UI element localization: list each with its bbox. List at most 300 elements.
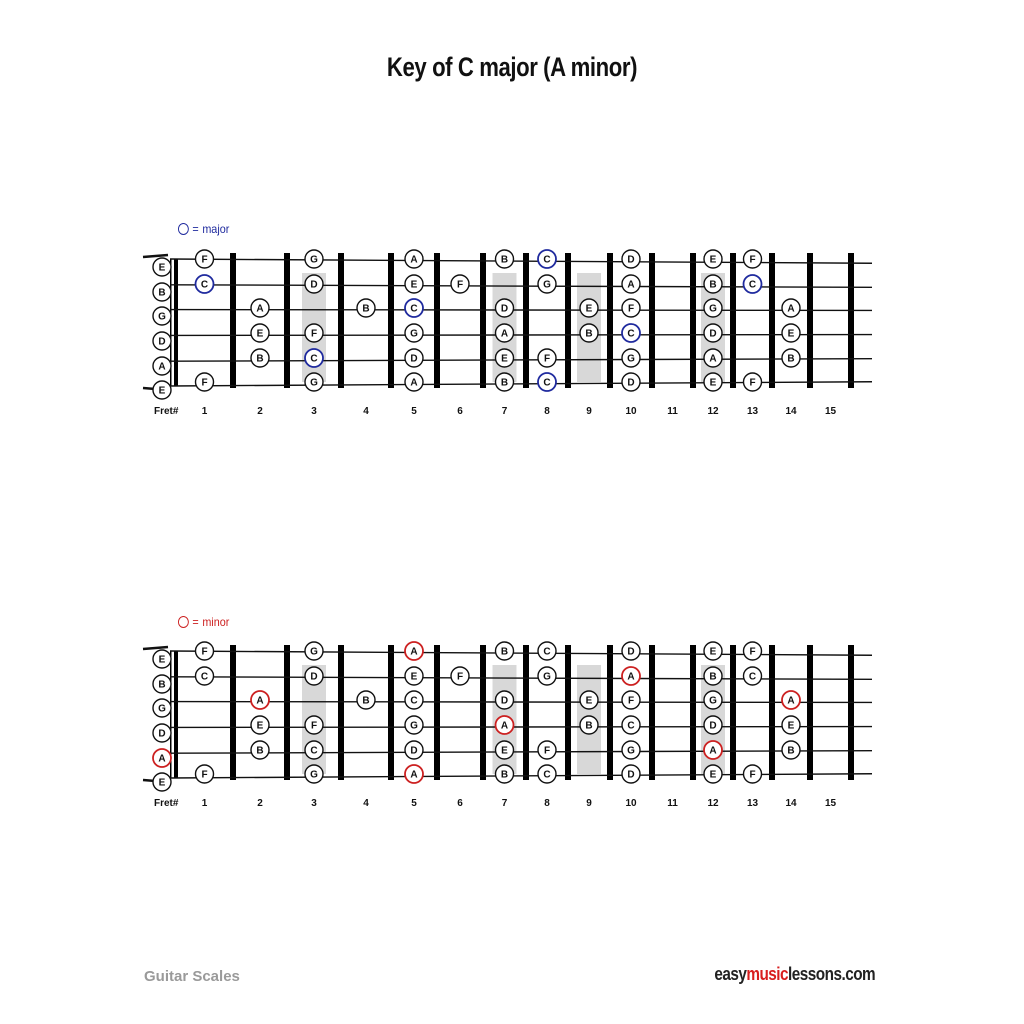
fret-bar-1 xyxy=(230,253,236,388)
note-s3-f12-label: G xyxy=(709,303,717,315)
note-s6-f3 xyxy=(305,373,323,391)
note-s2-f6 xyxy=(451,667,469,685)
fret-bar-13 xyxy=(769,253,775,388)
note-s5-f14 xyxy=(782,741,800,759)
open-string-1 xyxy=(153,258,171,276)
open-string-2-label: B xyxy=(158,679,166,691)
note-s3-f12-label: G xyxy=(709,695,717,707)
fret-number-1: 1 xyxy=(201,406,208,417)
open-string-2 xyxy=(153,283,171,301)
fret-bar-7 xyxy=(523,253,529,388)
fret-number-5: 5 xyxy=(411,406,417,417)
note-s6-f1-label: F xyxy=(201,377,208,389)
open-string-1-label: E xyxy=(158,262,166,274)
note-s3-f5-label: C xyxy=(410,695,418,707)
note-s3-f2 xyxy=(251,691,269,709)
note-s4-f9-label: B xyxy=(585,720,593,732)
open-string-5 xyxy=(153,749,171,767)
fret-bar-14 xyxy=(807,253,813,388)
open-string-1 xyxy=(153,650,171,668)
note-s2-f6-label: F xyxy=(456,279,464,291)
fret-bar-9 xyxy=(607,645,613,780)
note-s3-f7 xyxy=(496,299,514,317)
string-6 xyxy=(170,774,872,778)
note-s3-f14-label: A xyxy=(787,695,795,707)
fret-number-13: 13 xyxy=(746,406,759,417)
note-s6-f10 xyxy=(622,373,640,391)
open-string-1-label: E xyxy=(158,654,166,666)
note-s4-f5 xyxy=(405,324,423,342)
fret-number-14: 14 xyxy=(785,798,797,809)
fret-number-5: 5 xyxy=(411,798,417,809)
brand-logo[interactable] xyxy=(714,964,875,985)
note-s5-f10-label: G xyxy=(627,745,635,757)
note-s6-f1 xyxy=(196,765,214,783)
legend-minor xyxy=(178,615,229,629)
note-s6-f1 xyxy=(196,373,214,391)
note-s5-f7-label: E xyxy=(501,353,508,365)
fret-bar-11 xyxy=(690,645,696,780)
note-s5-f12 xyxy=(704,349,722,367)
fret-number-10: 10 xyxy=(625,406,637,417)
fret-bar-3 xyxy=(338,253,344,388)
note-s3-f10 xyxy=(622,299,640,317)
major-ring-icon xyxy=(178,223,189,235)
fret-number-2: 2 xyxy=(257,406,263,417)
fret-label: Fret# xyxy=(154,798,179,809)
note-s3-f9 xyxy=(580,691,598,709)
note-s6-f12 xyxy=(704,765,722,783)
note-s3-f9-label: E xyxy=(585,695,593,707)
headstock-edge-top xyxy=(143,647,168,649)
note-s1-f13-label: F xyxy=(749,646,756,658)
fret-bar-8 xyxy=(565,645,571,780)
note-s2-f8 xyxy=(538,667,556,685)
note-s1-f3 xyxy=(305,642,323,660)
note-s3-f4-label: B xyxy=(362,303,370,315)
note-s1-f10-label: D xyxy=(627,254,635,266)
note-s6-f8-label: C xyxy=(543,377,551,389)
note-s2-f10-label: A xyxy=(627,279,635,291)
note-s2-f6-label: F xyxy=(456,671,464,683)
note-s4-f9 xyxy=(580,324,598,342)
open-string-5 xyxy=(153,357,171,375)
open-string-4-label: D xyxy=(158,336,166,348)
fret-bar-13 xyxy=(769,645,775,780)
fret-bar-6 xyxy=(480,645,486,780)
note-s1-f5-label: A xyxy=(410,646,418,658)
note-s6-f8 xyxy=(538,373,556,391)
note-s2-f3 xyxy=(305,667,323,685)
note-s3-f4-label: B xyxy=(362,695,370,707)
fret-number-13: 13 xyxy=(746,798,759,809)
fret-number-3: 3 xyxy=(311,798,317,809)
note-s5-f2 xyxy=(251,349,269,367)
note-s4-f10-label: C xyxy=(627,328,635,340)
fret-number-1: 1 xyxy=(201,798,208,809)
brand-lessons: lessons.com xyxy=(787,964,875,984)
legend-major xyxy=(178,222,229,236)
note-s2-f10 xyxy=(622,667,640,685)
note-s1-f13 xyxy=(744,642,762,660)
note-s5-f2-label: B xyxy=(256,745,264,757)
fret-number-4: 4 xyxy=(363,798,369,809)
fret-bar-5 xyxy=(434,253,440,388)
fret-number-12: 12 xyxy=(707,406,719,417)
note-s4-f7 xyxy=(496,324,514,342)
note-s3-f14-label: A xyxy=(787,303,795,315)
fret-number-2: 2 xyxy=(257,798,263,809)
note-s2-f1-label: C xyxy=(200,279,209,291)
note-s6-f12-label: E xyxy=(709,377,717,389)
note-s1-f13-label: F xyxy=(749,254,756,266)
note-s2-f12-label: B xyxy=(709,279,717,291)
note-s6-f5-label: A xyxy=(410,769,418,781)
headstock-edge-top xyxy=(143,255,168,257)
note-s3-f4 xyxy=(357,299,375,317)
note-s3-f12 xyxy=(704,691,722,709)
fret-number-15: 15 xyxy=(824,406,837,417)
note-s4-f3 xyxy=(305,716,323,734)
note-s1-f12 xyxy=(704,250,722,268)
note-s1-f12-label: E xyxy=(709,646,717,658)
note-s1-f8 xyxy=(538,642,556,660)
legend-minor-label: minor xyxy=(202,615,230,629)
note-s2-f10 xyxy=(622,275,640,293)
note-s2-f3-label: D xyxy=(310,279,318,291)
note-s4-f2-label: E xyxy=(256,720,264,732)
note-s4-f14-label: E xyxy=(787,328,795,340)
fret-number-12: 12 xyxy=(707,798,719,809)
string-1 xyxy=(170,651,872,655)
note-s1-f3 xyxy=(305,250,323,268)
note-s2-f5 xyxy=(405,667,423,685)
note-s5-f10 xyxy=(622,741,640,759)
nut xyxy=(174,651,178,778)
note-s5-f14-label: B xyxy=(787,353,795,365)
note-s3-f14 xyxy=(782,691,800,709)
open-string-4-label: D xyxy=(158,728,166,740)
note-s6-f5 xyxy=(405,765,423,783)
note-s4-f7 xyxy=(496,716,514,734)
note-s4-f9 xyxy=(580,716,598,734)
fret-label: Fret# xyxy=(154,406,179,417)
note-s6-f13 xyxy=(744,373,762,391)
note-s4-f10 xyxy=(622,324,640,342)
note-s4-f10-label: C xyxy=(627,720,635,732)
note-s2-f5 xyxy=(405,275,423,293)
note-s1-f1-label: F xyxy=(201,254,208,266)
note-s4-f5-label: G xyxy=(410,720,418,732)
fret-bar-4 xyxy=(388,253,394,388)
note-s6-f3-label: G xyxy=(310,769,318,781)
note-s4-f14-label: E xyxy=(787,720,795,732)
note-s5-f12 xyxy=(704,741,722,759)
note-s4-f2 xyxy=(251,324,269,342)
string-4 xyxy=(170,727,872,728)
fret-bar-12 xyxy=(730,253,736,388)
open-string-5-label: A xyxy=(158,361,166,373)
open-string-6 xyxy=(153,773,171,791)
note-s4-f3 xyxy=(305,324,323,342)
note-s5-f3-label: C xyxy=(310,353,318,365)
fret-bar-2 xyxy=(284,253,290,388)
fret-number-11: 11 xyxy=(667,406,678,417)
note-s5-f7-label: E xyxy=(501,745,508,757)
note-s5-f5-label: D xyxy=(410,745,418,757)
note-s6-f10-label: D xyxy=(627,769,635,781)
note-s1-f8-label: C xyxy=(543,646,551,658)
note-s4-f12-label: D xyxy=(709,720,717,732)
note-s5-f14 xyxy=(782,349,800,367)
note-s5-f3 xyxy=(305,349,323,367)
note-s6-f7-label: B xyxy=(500,377,509,389)
note-s4-f14 xyxy=(782,324,800,342)
fret-number-8: 8 xyxy=(544,406,550,417)
fret-bar-3 xyxy=(338,645,344,780)
note-s1-f7-label: B xyxy=(500,254,509,266)
string-6 xyxy=(170,382,872,386)
note-s1-f1 xyxy=(196,642,214,660)
note-s1-f7-label: B xyxy=(500,646,509,658)
note-s2-f1-label: C xyxy=(200,671,209,683)
note-s1-f10-label: D xyxy=(627,646,635,658)
open-string-4 xyxy=(153,332,171,350)
note-s6-f3 xyxy=(305,765,323,783)
fret-number-3: 3 xyxy=(311,406,317,417)
note-s5-f2-label: B xyxy=(256,353,264,365)
note-s1-f5 xyxy=(405,642,423,660)
note-s6-f1-label: F xyxy=(201,769,208,781)
string-2 xyxy=(170,677,872,680)
note-s3-f2-label: A xyxy=(256,695,264,707)
note-s1-f7 xyxy=(496,642,514,660)
note-s5-f8-label: F xyxy=(543,745,551,757)
fret-bar-15 xyxy=(848,253,854,388)
fret-bar-4 xyxy=(388,645,394,780)
fret-bar-9 xyxy=(607,253,613,388)
page-title: Key of C major (A minor) xyxy=(386,52,638,82)
footer-guitar-scales: Guitar Scales xyxy=(144,968,240,985)
note-s1-f10 xyxy=(622,250,640,268)
note-s4-f7-label: A xyxy=(500,328,509,340)
note-s3-f4 xyxy=(357,691,375,709)
note-s6-f13-label: F xyxy=(749,377,756,389)
fretboard-major xyxy=(0,243,1024,423)
note-s2-f5-label: E xyxy=(410,279,418,291)
fret-bar-14 xyxy=(807,645,813,780)
fret-bar-15 xyxy=(848,645,854,780)
note-s3-f5-label: C xyxy=(410,303,418,315)
note-s1-f3-label: G xyxy=(310,254,318,266)
note-s6-f7 xyxy=(496,765,514,783)
open-string-3 xyxy=(153,307,171,325)
note-s1-f5 xyxy=(405,250,423,268)
fret-bar-11 xyxy=(690,253,696,388)
note-s6-f5-label: A xyxy=(410,377,418,389)
note-s4-f2 xyxy=(251,716,269,734)
note-s5-f12-label: A xyxy=(709,745,717,757)
note-s4-f5-label: G xyxy=(410,328,418,340)
note-s1-f7 xyxy=(496,250,514,268)
note-s6-f12 xyxy=(704,373,722,391)
fret-bar-2 xyxy=(284,645,290,780)
note-s6-f7-label: B xyxy=(500,769,509,781)
note-s1-f5-label: A xyxy=(410,254,418,266)
note-s3-f12 xyxy=(704,299,722,317)
note-s4-f3-label: F xyxy=(310,720,318,732)
open-string-3-label: G xyxy=(158,703,166,715)
string-2 xyxy=(170,285,872,288)
note-s6-f7 xyxy=(496,373,514,391)
note-s4-f5 xyxy=(405,716,423,734)
fret-number-14: 14 xyxy=(785,406,797,417)
fret-bar-10 xyxy=(649,645,655,780)
string-1 xyxy=(170,259,872,263)
brand-music: music xyxy=(746,964,788,984)
fret-bar-10 xyxy=(649,253,655,388)
fret-number-6: 6 xyxy=(457,798,463,809)
note-s5-f5 xyxy=(405,741,423,759)
note-s2-f13 xyxy=(744,667,762,685)
note-s5-f5 xyxy=(405,349,423,367)
note-s6-f12-label: E xyxy=(709,769,717,781)
note-s4-f14 xyxy=(782,716,800,734)
open-string-4 xyxy=(153,724,171,742)
note-s1-f13 xyxy=(744,250,762,268)
note-s2-f8-label: G xyxy=(543,279,551,291)
legend-major-label: major xyxy=(202,222,230,236)
note-s2-f8-label: G xyxy=(543,671,551,683)
note-s3-f7-label: D xyxy=(500,695,509,707)
string-5 xyxy=(170,751,872,754)
note-s5-f8 xyxy=(538,741,556,759)
note-s6-f10-label: D xyxy=(627,377,635,389)
fret-number-7: 7 xyxy=(501,798,508,809)
fret-bar-7 xyxy=(523,645,529,780)
string-3 xyxy=(170,702,872,703)
note-s5-f3 xyxy=(305,741,323,759)
note-s2-f13 xyxy=(744,275,762,293)
note-s4-f12 xyxy=(704,716,722,734)
fret-bar-1 xyxy=(230,645,236,780)
note-s2-f1 xyxy=(196,667,214,685)
fret-bar-5 xyxy=(434,645,440,780)
note-s3-f7-label: D xyxy=(500,303,509,315)
note-s1-f12 xyxy=(704,642,722,660)
note-s2-f3-label: D xyxy=(310,671,318,683)
note-s3-f10-label: F xyxy=(627,303,635,315)
note-s3-f10 xyxy=(622,691,640,709)
string-5 xyxy=(170,359,872,362)
note-s5-f10-label: G xyxy=(627,353,635,365)
note-s6-f8-label: C xyxy=(543,769,551,781)
note-s2-f5-label: E xyxy=(410,671,418,683)
note-s3-f10-label: F xyxy=(627,695,635,707)
note-s1-f10 xyxy=(622,642,640,660)
fret-number-4: 4 xyxy=(363,406,369,417)
note-s3-f5 xyxy=(405,691,423,709)
note-s5-f8-label: F xyxy=(543,353,551,365)
note-s1-f12-label: E xyxy=(709,254,717,266)
note-s4-f12-label: D xyxy=(709,328,717,340)
fretboard-minor xyxy=(0,635,1024,815)
open-string-6 xyxy=(153,381,171,399)
note-s6-f8 xyxy=(538,765,556,783)
note-s1-f3-label: G xyxy=(310,646,318,658)
note-s1-f1 xyxy=(196,250,214,268)
note-s5-f10 xyxy=(622,349,640,367)
note-s1-f1-label: F xyxy=(201,646,208,658)
fret-bar-8 xyxy=(565,253,571,388)
note-s3-f5 xyxy=(405,299,423,317)
fret-number-9: 9 xyxy=(586,798,592,809)
note-s4-f7-label: A xyxy=(500,720,509,732)
note-s4-f2-label: E xyxy=(256,328,264,340)
note-s5-f8 xyxy=(538,349,556,367)
fret-number-11: 11 xyxy=(667,798,678,809)
note-s5-f2 xyxy=(251,741,269,759)
note-s2-f13-label: C xyxy=(748,279,757,291)
note-s6-f5 xyxy=(405,373,423,391)
fret-number-8: 8 xyxy=(544,798,550,809)
fret-number-6: 6 xyxy=(457,406,463,417)
note-s3-f2-label: A xyxy=(256,303,264,315)
note-s2-f12-label: B xyxy=(709,671,717,683)
legend-minor-equals: = xyxy=(192,615,199,629)
note-s1-f8 xyxy=(538,250,556,268)
fret-number-9: 9 xyxy=(586,406,592,417)
note-s1-f8-label: C xyxy=(543,254,551,266)
note-s5-f7 xyxy=(496,349,514,367)
note-s2-f8 xyxy=(538,275,556,293)
open-string-6-label: E xyxy=(158,385,166,397)
note-s5-f3-label: C xyxy=(310,745,318,757)
note-s2-f12 xyxy=(704,667,722,685)
fret-number-7: 7 xyxy=(501,406,508,417)
open-string-2-label: B xyxy=(158,287,166,299)
fret-bar-6 xyxy=(480,253,486,388)
note-s3-f2 xyxy=(251,299,269,317)
note-s4-f12 xyxy=(704,324,722,342)
note-s5-f5-label: D xyxy=(410,353,418,365)
note-s2-f1 xyxy=(196,275,214,293)
fret-bar-12 xyxy=(730,645,736,780)
nut xyxy=(174,259,178,386)
note-s6-f13 xyxy=(744,765,762,783)
note-s5-f7 xyxy=(496,741,514,759)
fret-number-10: 10 xyxy=(625,798,637,809)
open-string-3-label: G xyxy=(158,311,166,323)
note-s4-f3-label: F xyxy=(310,328,318,340)
note-s4-f9-label: B xyxy=(585,328,593,340)
note-s2-f3 xyxy=(305,275,323,293)
open-string-6-label: E xyxy=(158,777,166,789)
open-string-5-label: A xyxy=(158,753,166,765)
note-s3-f9-label: E xyxy=(585,303,593,315)
note-s6-f3-label: G xyxy=(310,377,318,389)
note-s5-f14-label: B xyxy=(787,745,795,757)
note-s2-f13-label: C xyxy=(748,671,757,683)
note-s3-f9 xyxy=(580,299,598,317)
fret-number-15: 15 xyxy=(824,798,837,809)
legend-major-equals: = xyxy=(192,222,199,236)
note-s6-f13-label: F xyxy=(749,769,756,781)
note-s4-f10 xyxy=(622,716,640,734)
string-4 xyxy=(170,335,872,336)
brand-easy: easy xyxy=(714,964,747,984)
note-s6-f10 xyxy=(622,765,640,783)
